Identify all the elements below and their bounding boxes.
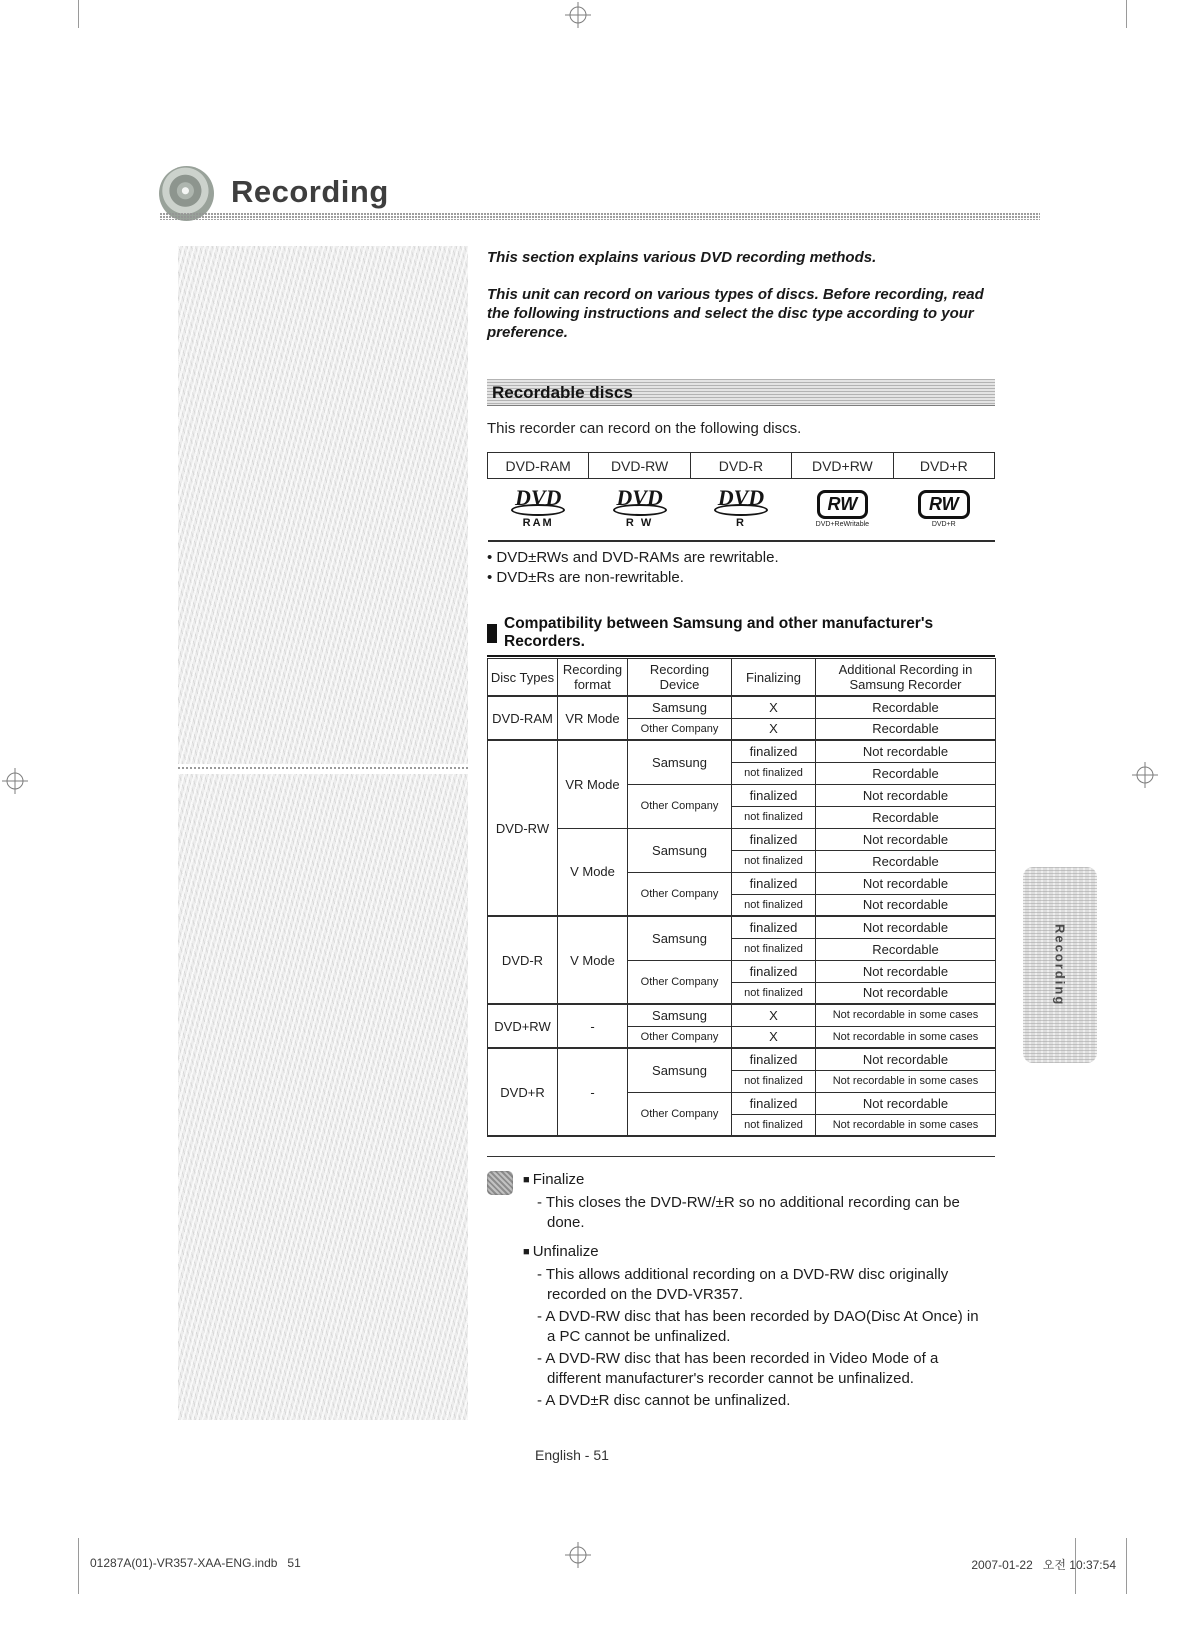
recordable-bullet-list <box>487 548 995 588</box>
disc-ellipse-icon <box>613 504 667 516</box>
registration-mark <box>2 768 28 794</box>
compat-column-header: Recording format <box>558 659 628 697</box>
disc-type-header: DVD+RW <box>792 453 893 479</box>
table-cell: Samsung <box>628 828 732 872</box>
table-cell: Other Company <box>628 960 732 1004</box>
table-cell: Not recordable <box>816 960 996 982</box>
section-heading: Recordable discs <box>492 383 633 402</box>
table-cell: - <box>558 1004 628 1048</box>
compat-column-header: Recording Device <box>628 659 732 697</box>
recordable-subtext: This recorder can record on the following discs. <box>487 420 802 437</box>
disc-ellipse-icon <box>714 504 768 516</box>
rw-logo: RW DVD+ReWritable <box>793 490 892 528</box>
footer-timestamp: 2007-01-22 오전 10:37:54 <box>971 1558 1116 1572</box>
table-row <box>488 916 996 938</box>
bullet-item: • DVD±Rs are non-rewritable. <box>487 568 995 588</box>
note-item <box>523 1170 985 1233</box>
table-cell: DVD-R <box>488 916 558 1004</box>
table-cell: Other Company <box>628 1092 732 1136</box>
registration-mark <box>1132 762 1158 788</box>
recordable-discs-table <box>487 452 995 542</box>
dvd-logo: DVD RAM <box>489 489 588 529</box>
table-cell: Recordable <box>816 696 996 718</box>
table-cell: Not recordable <box>816 828 996 850</box>
table-cell: X <box>732 1004 816 1026</box>
table-cell: VR Mode <box>558 740 628 828</box>
registration-mark <box>565 1542 591 1568</box>
disc-type-header: DVD-RW <box>589 453 690 479</box>
intro-text <box>487 248 999 360</box>
table-row <box>488 1004 996 1026</box>
compat-column-header: Disc Types <box>488 659 558 697</box>
note-icon <box>487 1171 513 1195</box>
intro-paragraph: This unit can record on various types of discs. Before recording, read the following instructions and select the disc type according to your preference. <box>487 286 984 341</box>
table-cell: Not recordable <box>816 740 996 762</box>
compat-column-header: Additional Recording in Samsung Recorder <box>816 659 996 697</box>
note-divider <box>487 1156 995 1157</box>
table-cell: VR Mode <box>558 696 628 740</box>
disc-type-header: DVD-R <box>690 453 791 479</box>
table-row <box>488 828 996 850</box>
table-cell: Not recordable <box>816 872 996 894</box>
table-cell: finalized <box>732 872 816 894</box>
disc-logo-cell <box>488 479 589 541</box>
note-item <box>523 1242 985 1411</box>
table-cell: finalized <box>732 740 816 762</box>
table-cell: Not recordable in some cases <box>816 1004 996 1026</box>
disc-types-header-row <box>488 453 995 479</box>
table-cell: Not recordable in some cases <box>816 1026 996 1048</box>
table-cell: Not recordable <box>816 784 996 806</box>
table-cell: not finalized <box>732 762 816 784</box>
compat-header-row <box>488 659 996 697</box>
table-cell: finalized <box>732 1092 816 1114</box>
table-cell: Other Company <box>628 1026 732 1048</box>
table-cell: V Mode <box>558 916 628 1004</box>
page-title: Recording <box>231 174 389 209</box>
dvd-logo: DVD R <box>691 489 790 529</box>
table-cell: Samsung <box>628 696 732 718</box>
note-title: ■ Unfinalize <box>523 1242 985 1262</box>
table-cell: Recordable <box>816 806 996 828</box>
table-cell: DVD+R <box>488 1048 558 1136</box>
disc-logo-cell <box>792 479 893 541</box>
note-content <box>523 1170 985 1411</box>
table-cell: X <box>732 718 816 740</box>
header-rule <box>160 213 1040 220</box>
table-row <box>488 696 996 718</box>
table-cell: not finalized <box>732 1070 816 1092</box>
notes-section <box>487 1168 995 1420</box>
disc-type-header: DVD+R <box>893 453 994 479</box>
left-texture-block <box>178 246 468 764</box>
disc-type-header: DVD-RAM <box>488 453 589 479</box>
section-header-recordable-discs <box>487 379 995 406</box>
compatibility-table <box>487 658 996 1137</box>
table-cell: Other Company <box>628 784 732 828</box>
table-cell: DVD-RAM <box>488 696 558 740</box>
table-cell: X <box>732 1026 816 1048</box>
table-cell: finalized <box>732 960 816 982</box>
page-number-label: English - 51 <box>535 1447 609 1463</box>
table-cell: not finalized <box>732 850 816 872</box>
rw-logo: RW DVD+R <box>894 490 993 528</box>
intro-paragraph: This section explains various DVD recording methods. <box>487 249 877 266</box>
section-header-compatibility <box>487 615 995 657</box>
note-line: - This allows additional recording on a DVD-RW disc originally recorded on the DVD-VR357. <box>537 1266 949 1303</box>
chapter-tab-label: Recording <box>1052 923 1068 1007</box>
footer-filename: 01287A(01)-VR357-XAA-ENG.indb 51 <box>90 1556 301 1570</box>
crop-tick <box>78 0 79 28</box>
table-cell: Other Company <box>628 718 732 740</box>
table-cell: Recordable <box>816 762 996 784</box>
note-line: - This closes the DVD-RW/±R so no additional recording can be done. <box>537 1194 960 1231</box>
table-cell: Not recordable in some cases <box>816 1114 996 1136</box>
crop-tick <box>1126 1538 1127 1594</box>
table-cell: Samsung <box>628 1004 732 1026</box>
table-cell: Samsung <box>628 916 732 960</box>
table-cell: Not recordable in some cases <box>816 1070 996 1092</box>
chapter-side-tab <box>1023 867 1097 1063</box>
table-cell: Not recordable <box>816 894 996 916</box>
table-cell: not finalized <box>732 982 816 1004</box>
table-cell: finalized <box>732 784 816 806</box>
table-cell: not finalized <box>732 938 816 960</box>
disc-logo-cell <box>893 479 994 541</box>
table-cell: V Mode <box>558 828 628 916</box>
table-cell: Not recordable <box>816 982 996 1004</box>
disc-logo-cell <box>690 479 791 541</box>
note-line: - A DVD-RW disc that has been recorded in Video Mode of a different manufacturer's recorder cannot be unfinalized. <box>537 1350 939 1387</box>
note-line: - A DVD-RW disc that has been recorded by DAO(Disc At Once) in a PC cannot be unfinalized. <box>537 1308 979 1345</box>
table-cell: not finalized <box>732 806 816 828</box>
bullet-item: • DVD±RWs and DVD-RAMs are rewritable. <box>487 548 995 568</box>
table-cell: not finalized <box>732 1114 816 1136</box>
table-cell: Other Company <box>628 872 732 916</box>
crop-tick <box>1126 0 1127 28</box>
table-cell: finalized <box>732 828 816 850</box>
disc-ellipse-icon <box>511 504 565 516</box>
table-cell: Recordable <box>816 938 996 960</box>
table-cell: finalized <box>732 1048 816 1070</box>
dvd-logo: DVD R W <box>590 489 689 529</box>
table-cell: Not recordable <box>816 1092 996 1114</box>
table-row <box>488 740 996 762</box>
compat-heading-text: Compatibility between Samsung and other manufacturer's Recorders. <box>504 615 934 650</box>
table-cell: - <box>558 1048 628 1136</box>
table-cell: X <box>732 696 816 718</box>
table-row <box>488 1048 996 1070</box>
table-cell: Recordable <box>816 718 996 740</box>
table-cell: Samsung <box>628 1048 732 1092</box>
heading-block-icon <box>487 624 497 643</box>
note-title: ■ Finalize <box>523 1170 985 1190</box>
table-cell: DVD+RW <box>488 1004 558 1048</box>
table-cell: Not recordable <box>816 1048 996 1070</box>
registration-mark <box>565 2 591 28</box>
table-cell: finalized <box>732 916 816 938</box>
table-cell: Recordable <box>816 850 996 872</box>
table-cell: DVD-RW <box>488 740 558 916</box>
note-line: - A DVD±R disc cannot be unfinalized. <box>537 1392 791 1409</box>
left-texture-block <box>178 774 468 1420</box>
disc-logos-row <box>488 479 995 541</box>
texture-separator <box>178 767 468 769</box>
table-cell: not finalized <box>732 894 816 916</box>
table-cell: Not recordable <box>816 916 996 938</box>
crop-tick <box>78 1538 79 1594</box>
compat-column-header: Finalizing <box>732 659 816 697</box>
disc-logo-cell <box>589 479 690 541</box>
table-cell: Samsung <box>628 740 732 784</box>
